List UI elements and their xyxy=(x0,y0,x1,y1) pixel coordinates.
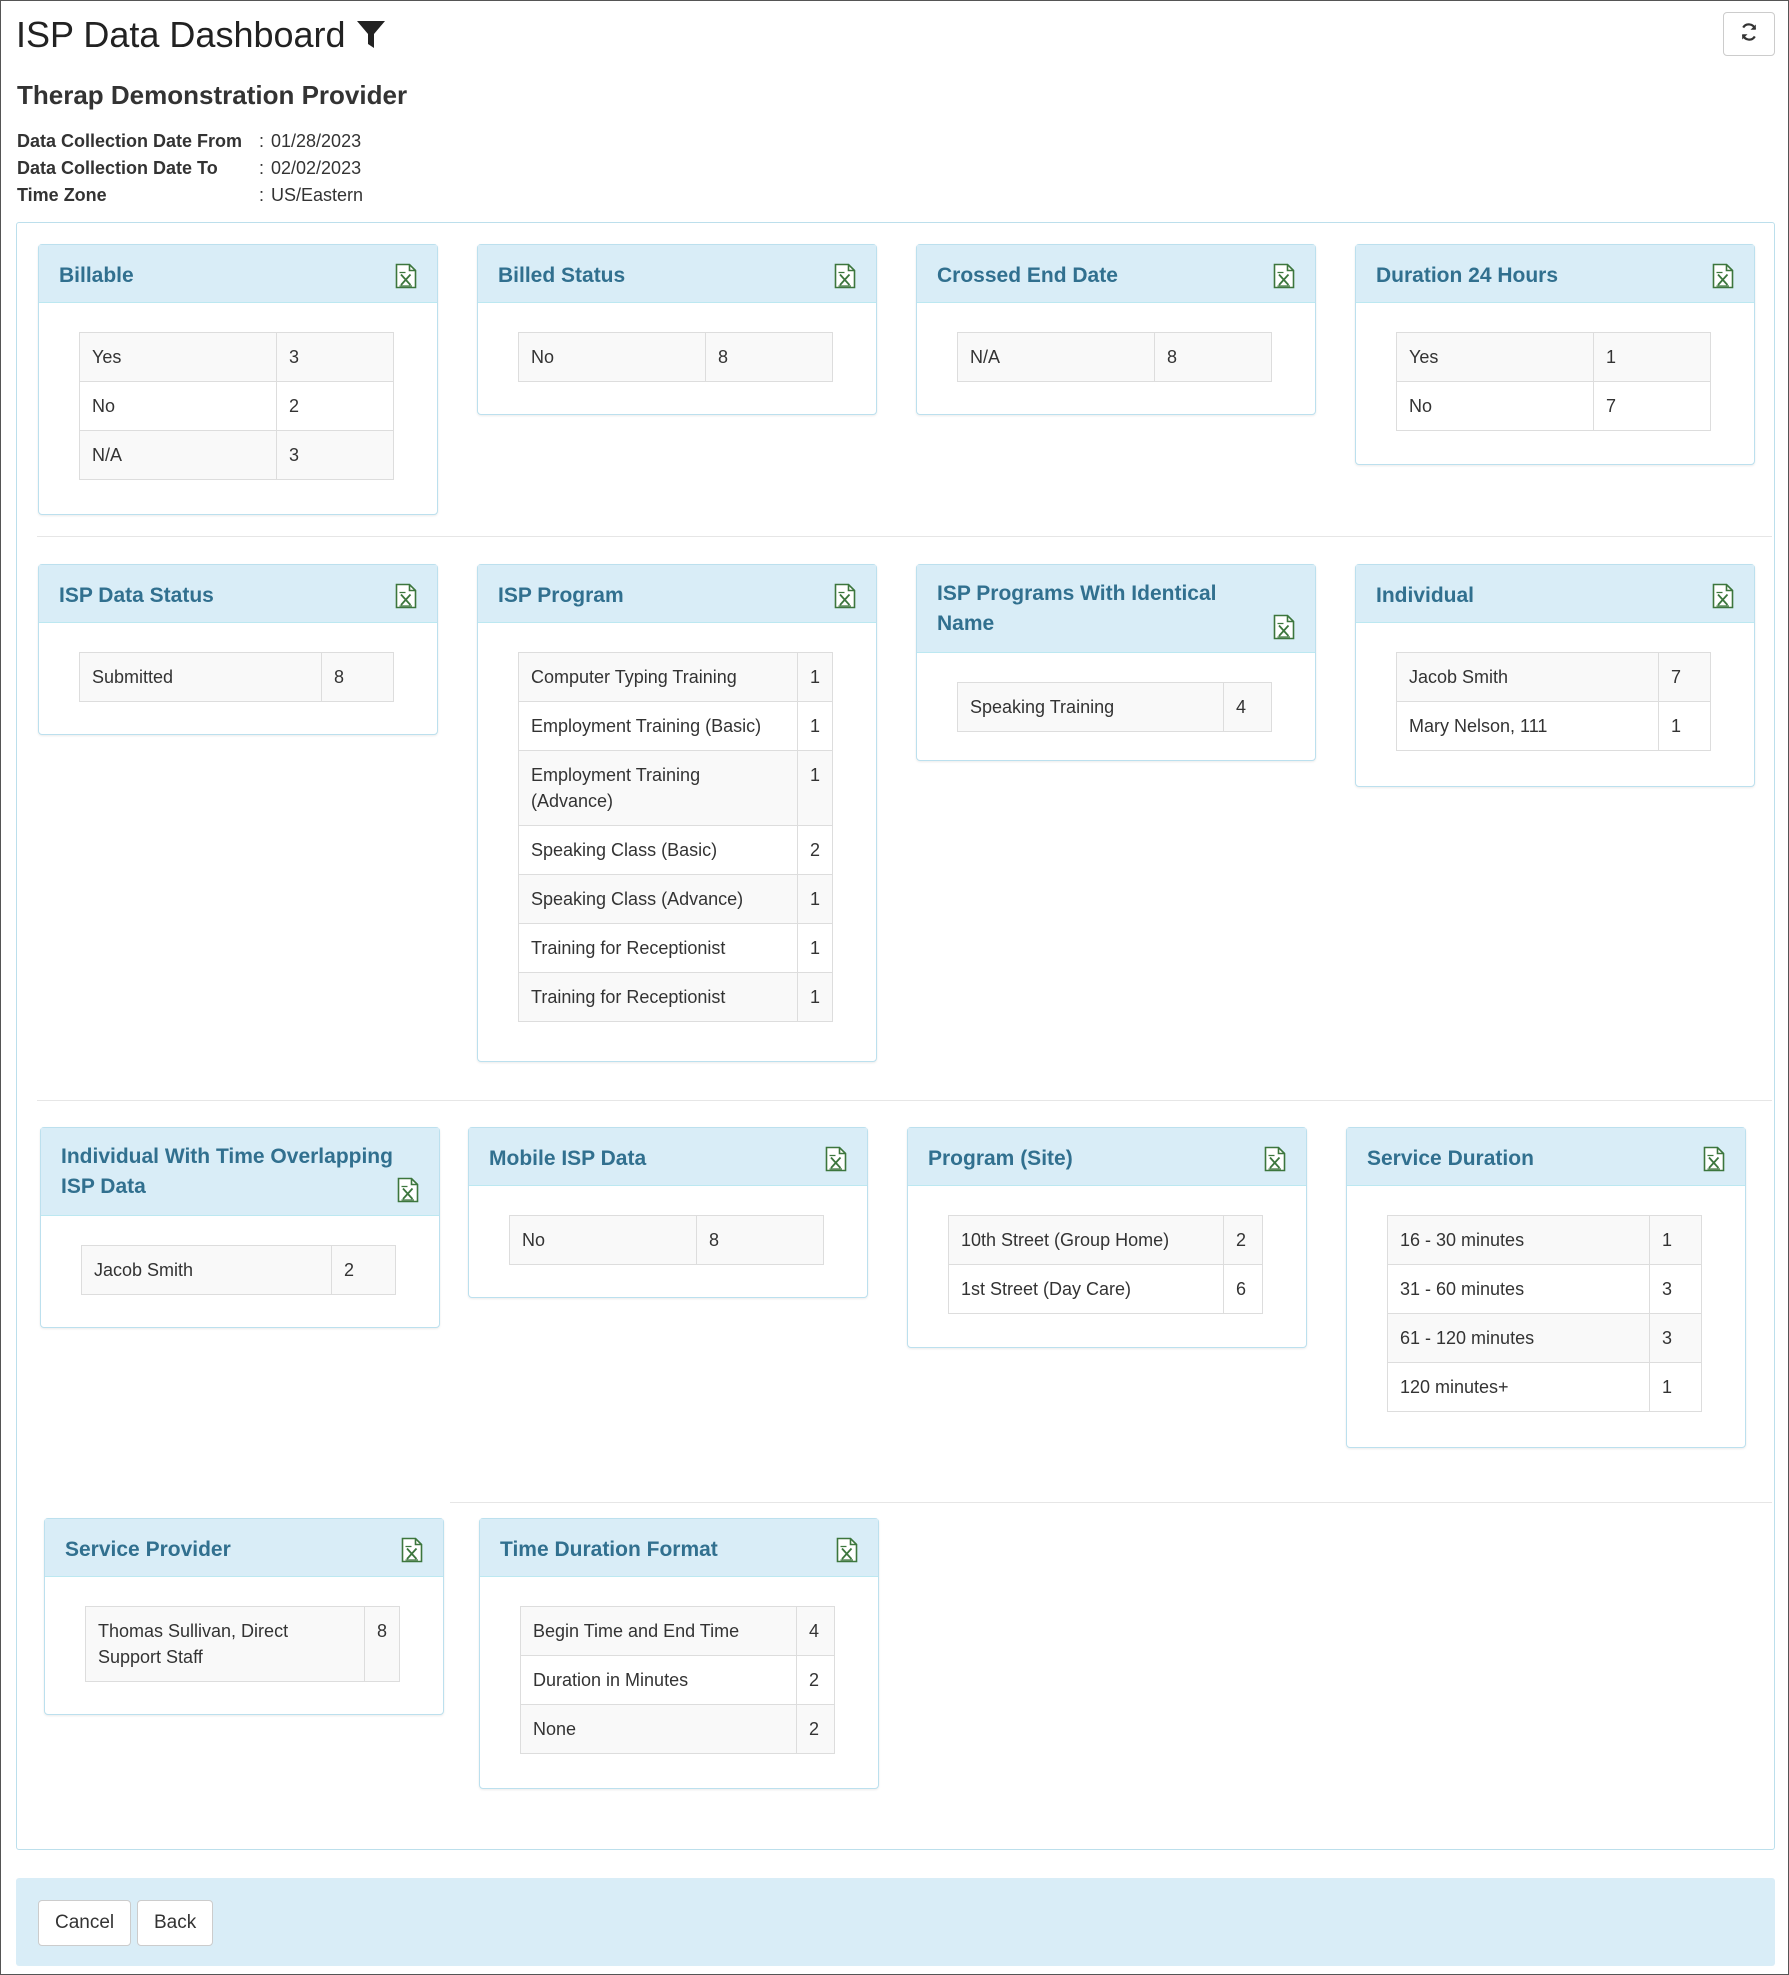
card-body xyxy=(1356,623,1754,780)
card-body xyxy=(41,1216,439,1324)
collection-info xyxy=(17,128,363,209)
card-header xyxy=(1347,1128,1745,1186)
row-label: Training for Receptionist xyxy=(519,924,798,973)
card-body xyxy=(39,623,437,731)
meta-row-time-zone xyxy=(17,182,363,209)
table-row xyxy=(1397,333,1711,382)
card-body xyxy=(480,1577,878,1783)
row-count: 1 xyxy=(797,924,832,973)
card-body xyxy=(917,303,1315,411)
card-body xyxy=(45,1577,443,1711)
row-count: 3 xyxy=(277,431,394,480)
excel-export-icon[interactable] xyxy=(834,583,856,609)
form-footer xyxy=(16,1878,1775,1966)
row-label: Training for Receptionist xyxy=(519,973,798,1022)
table-row xyxy=(519,826,833,875)
row-label: Thomas Sullivan, Direct Support Staff xyxy=(86,1607,365,1682)
row-count: 7 xyxy=(1659,653,1711,702)
row-count: 1 xyxy=(1650,1363,1702,1412)
card-title: Billable xyxy=(59,264,134,287)
row-count: 1 xyxy=(1659,702,1711,751)
row-count: 1 xyxy=(797,653,832,702)
data-table xyxy=(509,1215,824,1265)
table-row xyxy=(958,333,1272,382)
card-service-duration xyxy=(1346,1127,1746,1448)
row-label: N/A xyxy=(80,431,277,480)
table-row xyxy=(1388,1265,1702,1314)
provider-name: Therap Demonstration Provider xyxy=(17,80,408,110)
row-label: N/A xyxy=(958,333,1155,382)
row-count: 3 xyxy=(1650,1314,1702,1363)
meta-value: 01/28/2023 xyxy=(271,131,362,151)
table-row xyxy=(958,683,1272,732)
card-header xyxy=(917,565,1315,653)
card-individual-time-overlapping xyxy=(40,1127,440,1328)
meta-row-date-to xyxy=(17,155,363,182)
data-table xyxy=(957,332,1272,382)
row-divider xyxy=(450,1502,1772,1503)
meta-separator: : xyxy=(259,158,265,178)
filter-icon[interactable] xyxy=(356,19,386,51)
card-body xyxy=(908,1186,1306,1343)
row-count: 2 xyxy=(797,826,832,875)
row-label: No xyxy=(519,333,706,382)
excel-export-icon[interactable] xyxy=(1264,1146,1286,1172)
table-row xyxy=(521,1607,835,1656)
card-title: Billed Status xyxy=(498,264,626,287)
data-table xyxy=(81,1245,396,1295)
data-table xyxy=(1387,1215,1702,1412)
card-isp-program xyxy=(477,564,877,1062)
row-label: Speaking Training xyxy=(958,683,1224,732)
excel-export-icon[interactable] xyxy=(401,1537,423,1563)
row-label: Begin Time and End Time xyxy=(521,1607,797,1656)
card-isp-data-status xyxy=(38,564,438,735)
row-count: 1 xyxy=(797,875,832,924)
table-row xyxy=(519,653,833,702)
excel-export-icon[interactable] xyxy=(1273,614,1295,640)
data-table xyxy=(79,332,394,480)
card-billable xyxy=(38,244,438,515)
table-row xyxy=(1388,1216,1702,1265)
row-count: 2 xyxy=(277,382,394,431)
card-body xyxy=(478,623,876,1051)
table-row xyxy=(1397,702,1711,751)
table-row xyxy=(1397,382,1711,431)
card-title: Individual xyxy=(1376,584,1475,607)
row-label: 120 minutes+ xyxy=(1388,1363,1650,1412)
card-header xyxy=(39,565,437,623)
row-count: 6 xyxy=(1224,1265,1263,1314)
card-title: Individual With Time Overlapping ISP Data xyxy=(61,1145,393,1198)
card-isp-programs-identical-name xyxy=(916,564,1316,761)
table-row xyxy=(519,751,833,826)
table-row xyxy=(1397,653,1711,702)
row-count: 4 xyxy=(797,1607,835,1656)
card-title: Service Provider xyxy=(65,1538,231,1561)
data-table xyxy=(520,1606,835,1754)
table-row xyxy=(519,875,833,924)
row-count: 3 xyxy=(277,333,394,382)
row-label: No xyxy=(80,382,277,431)
card-header xyxy=(917,245,1315,303)
table-row xyxy=(519,333,833,382)
data-table xyxy=(518,332,833,382)
card-header xyxy=(480,1519,878,1577)
row-count: 8 xyxy=(1155,333,1272,382)
table-row xyxy=(510,1216,824,1265)
table-row xyxy=(519,924,833,973)
card-title: ISP Data Status xyxy=(59,584,214,607)
card-body xyxy=(1356,303,1754,460)
card-title: Program (Site) xyxy=(928,1147,1073,1170)
card-header xyxy=(41,1128,439,1216)
card-body xyxy=(39,303,437,509)
table-row xyxy=(80,653,394,702)
row-label: Mary Nelson, 111 xyxy=(1397,702,1659,751)
refresh-icon xyxy=(1739,22,1759,47)
card-header xyxy=(469,1128,867,1186)
data-table xyxy=(1396,652,1711,751)
data-table xyxy=(948,1215,1263,1314)
meta-row-date-from xyxy=(17,128,363,155)
meta-label: Data Collection Date To xyxy=(17,158,218,178)
row-label: Yes xyxy=(80,333,277,382)
row-count: 1 xyxy=(1650,1216,1702,1265)
table-row xyxy=(82,1246,396,1295)
excel-export-icon[interactable] xyxy=(1712,583,1734,609)
excel-export-icon[interactable] xyxy=(825,1146,847,1172)
excel-export-icon[interactable] xyxy=(836,1537,858,1563)
card-body xyxy=(917,653,1315,761)
excel-export-icon[interactable] xyxy=(834,263,856,289)
card-service-provider xyxy=(44,1518,444,1715)
table-row xyxy=(519,702,833,751)
table-row xyxy=(1388,1363,1702,1412)
card-title: Time Duration Format xyxy=(500,1538,718,1561)
card-billed-status xyxy=(477,244,877,415)
row-label: Yes xyxy=(1397,333,1594,382)
row-label: Duration in Minutes xyxy=(521,1656,797,1705)
row-count: 1 xyxy=(1594,333,1711,382)
data-table xyxy=(85,1606,400,1682)
page-title: ISP Data Dashboard xyxy=(16,14,346,55)
row-count: 7 xyxy=(1594,382,1711,431)
row-count: 8 xyxy=(697,1216,824,1265)
row-count: 1 xyxy=(797,702,832,751)
table-row xyxy=(80,431,394,480)
meta-separator: : xyxy=(259,131,265,151)
row-count: 8 xyxy=(364,1607,399,1682)
row-count: 2 xyxy=(332,1246,396,1295)
back-button[interactable]: Back xyxy=(137,1900,213,1946)
row-label: None xyxy=(521,1705,797,1754)
card-individual xyxy=(1355,564,1755,787)
card-time-duration-format xyxy=(479,1518,879,1789)
row-count: 1 xyxy=(797,751,832,826)
table-row xyxy=(80,333,394,382)
data-table xyxy=(1396,332,1711,431)
card-title: ISP Programs With Identical Name xyxy=(937,582,1217,635)
excel-export-icon[interactable] xyxy=(1712,263,1734,289)
row-count: 8 xyxy=(706,333,833,382)
table-row xyxy=(949,1265,1263,1314)
table-row xyxy=(521,1656,835,1705)
row-label: No xyxy=(1397,382,1594,431)
card-title: Duration 24 Hours xyxy=(1376,264,1559,287)
card-duration-24-hours xyxy=(1355,244,1755,465)
row-label: No xyxy=(510,1216,697,1265)
card-body xyxy=(469,1186,867,1294)
row-label: 31 - 60 minutes xyxy=(1388,1265,1650,1314)
card-title: Service Duration xyxy=(1367,1147,1534,1170)
excel-export-icon[interactable] xyxy=(1703,1146,1725,1172)
row-label: 1st Street (Day Care) xyxy=(949,1265,1224,1314)
card-title: Mobile ISP Data xyxy=(489,1147,647,1170)
excel-export-icon[interactable] xyxy=(395,583,417,609)
card-header xyxy=(39,245,437,303)
card-body xyxy=(478,303,876,411)
excel-export-icon[interactable] xyxy=(395,263,417,289)
data-table xyxy=(518,652,833,1022)
row-count: 2 xyxy=(797,1705,835,1754)
row-count: 8 xyxy=(322,653,394,702)
table-row xyxy=(86,1607,400,1682)
excel-export-icon[interactable] xyxy=(1273,263,1295,289)
meta-label: Data Collection Date From xyxy=(17,131,243,151)
card-body xyxy=(1347,1186,1745,1441)
card-header xyxy=(45,1519,443,1577)
cancel-button[interactable]: Cancel xyxy=(38,1900,131,1946)
meta-separator: : xyxy=(259,185,265,205)
row-label: Employment Training (Advance) xyxy=(519,751,798,826)
table-row xyxy=(949,1216,1263,1265)
meta-label: Time Zone xyxy=(17,185,107,205)
row-count: 1 xyxy=(797,973,832,1022)
meta-value: US/Eastern xyxy=(271,185,364,205)
table-row xyxy=(80,382,394,431)
row-divider xyxy=(37,536,1772,537)
meta-value: 02/02/2023 xyxy=(271,158,362,178)
table-row xyxy=(519,973,833,1022)
page-header xyxy=(16,14,386,56)
row-divider xyxy=(37,1100,1772,1101)
data-table xyxy=(957,682,1272,732)
card-title: ISP Program xyxy=(498,584,624,607)
card-crossed-end-date xyxy=(916,244,1316,415)
row-label: 61 - 120 minutes xyxy=(1388,1314,1650,1363)
card-header xyxy=(908,1128,1306,1186)
card-header xyxy=(1356,245,1754,303)
row-label: Submitted xyxy=(80,653,322,702)
card-header xyxy=(1356,565,1754,623)
data-table xyxy=(79,652,394,702)
row-count: 3 xyxy=(1650,1265,1702,1314)
row-label: Speaking Class (Advance) xyxy=(519,875,798,924)
row-label: Computer Typing Training xyxy=(519,653,798,702)
table-row xyxy=(521,1705,835,1754)
row-label: Employment Training (Basic) xyxy=(519,702,798,751)
row-count: 2 xyxy=(1224,1216,1263,1265)
row-label: Jacob Smith xyxy=(82,1246,332,1295)
card-header xyxy=(478,245,876,303)
row-label: 10th Street (Group Home) xyxy=(949,1216,1224,1265)
row-count: 2 xyxy=(797,1656,835,1705)
row-label: 16 - 30 minutes xyxy=(1388,1216,1650,1265)
row-label: Speaking Class (Basic) xyxy=(519,826,798,875)
excel-export-icon[interactable] xyxy=(397,1177,419,1203)
card-title: Crossed End Date xyxy=(937,264,1118,287)
row-label: Jacob Smith xyxy=(1397,653,1659,702)
row-count: 4 xyxy=(1224,683,1272,732)
card-mobile-isp-data xyxy=(468,1127,868,1298)
refresh-button[interactable] xyxy=(1723,12,1775,56)
table-row xyxy=(1388,1314,1702,1363)
card-header xyxy=(478,565,876,623)
card-program-site xyxy=(907,1127,1307,1348)
